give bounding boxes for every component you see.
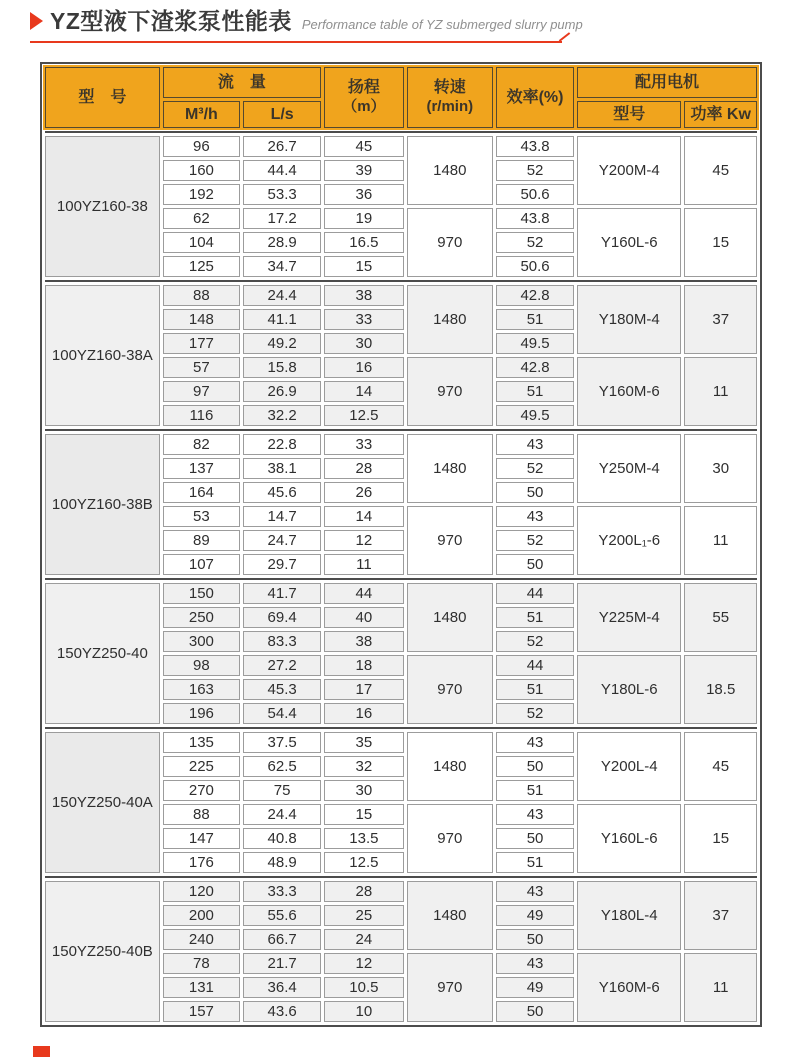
efficiency-cell: 43.8 <box>496 208 574 229</box>
efficiency-cell: 50 <box>496 929 574 950</box>
flow-ls-cell: 62.5 <box>243 756 321 777</box>
flow-ls-cell: 27.2 <box>243 655 321 676</box>
flow-ls-cell: 26.7 <box>243 136 321 157</box>
flow-ls-cell: 45.6 <box>243 482 321 503</box>
head-cell: 16.5 <box>324 232 403 253</box>
col-header-motor: 配用电机 <box>577 67 757 98</box>
pump-model-cell: 100YZ160-38 <box>45 136 160 277</box>
efficiency-cell: 43 <box>496 732 574 753</box>
motor-model-cell: Y160L-6 <box>577 804 681 873</box>
flow-m3h-cell: 147 <box>163 828 240 849</box>
efficiency-cell: 49.5 <box>496 405 574 426</box>
efficiency-cell: 51 <box>496 381 574 402</box>
flow-ls-cell: 22.8 <box>243 434 321 455</box>
red-arrow-icon <box>30 12 43 30</box>
head-cell: 28 <box>324 881 403 902</box>
efficiency-cell: 42.8 <box>496 285 574 306</box>
speed-cell: 970 <box>407 804 493 873</box>
col-header-flow-m3h: M³/h <box>163 101 240 128</box>
efficiency-cell: 50 <box>496 756 574 777</box>
motor-power-cell: 11 <box>684 953 757 1022</box>
efficiency-cell: 50 <box>496 482 574 503</box>
motor-power-cell: 45 <box>684 732 757 801</box>
head-cell: 13.5 <box>324 828 403 849</box>
speed-cell: 970 <box>407 506 493 575</box>
motor-power-cell: 55 <box>684 583 757 652</box>
efficiency-cell: 50 <box>496 1001 574 1022</box>
flow-ls-cell: 44.4 <box>243 160 321 181</box>
col-header-head <box>324 67 403 128</box>
next-section-marker-icon <box>33 1046 50 1057</box>
efficiency-cell: 43 <box>496 881 574 902</box>
flow-ls-cell: 75 <box>243 780 321 801</box>
motor-model-cell: Y160M-6 <box>577 357 681 426</box>
motor-model-cell: Y180L-4 <box>577 881 681 950</box>
motor-power-cell: 45 <box>684 136 757 205</box>
head-cell: 38 <box>324 285 403 306</box>
efficiency-cell: 52 <box>496 160 574 181</box>
flow-ls-cell: 37.5 <box>243 732 321 753</box>
pump-model-cell: 100YZ160-38B <box>45 434 160 575</box>
group-separator-line <box>45 876 757 878</box>
pump-model-cell: 150YZ250-40 <box>45 583 160 724</box>
pump-model-cell: 100YZ160-38A <box>45 285 160 426</box>
flow-ls-cell: 53.3 <box>243 184 321 205</box>
table-row <box>45 583 757 604</box>
flow-ls-cell: 26.9 <box>243 381 321 402</box>
group-separator <box>45 280 757 282</box>
flow-ls-cell: 14.7 <box>243 506 321 527</box>
flow-ls-cell: 32.2 <box>243 405 321 426</box>
performance-table-wrap <box>40 62 762 1027</box>
flow-m3h-cell: 82 <box>163 434 240 455</box>
efficiency-cell: 42.8 <box>496 357 574 378</box>
efficiency-cell: 43 <box>496 506 574 527</box>
motor-power-cell: 15 <box>684 208 757 277</box>
flow-ls-cell: 54.4 <box>243 703 321 724</box>
head-cell: 12 <box>324 953 403 974</box>
efficiency-cell: 49 <box>496 905 574 926</box>
speed-cell: 970 <box>407 208 493 277</box>
head-cell: 15 <box>324 256 403 277</box>
head-cell: 10.5 <box>324 977 403 998</box>
pump-model-cell: 150YZ250-40B <box>45 881 160 1022</box>
speed-cell: 1480 <box>407 285 493 354</box>
flow-ls-cell: 36.4 <box>243 977 321 998</box>
col-header-speed <box>407 67 493 128</box>
flow-ls-cell: 66.7 <box>243 929 321 950</box>
head-cell: 30 <box>324 333 403 354</box>
head-cell: 39 <box>324 160 403 181</box>
motor-model-cell: Y250M-4 <box>577 434 681 503</box>
efficiency-cell: 43 <box>496 804 574 825</box>
col-header-speed-line2: (r/min) <box>426 98 474 116</box>
flow-m3h-cell: 176 <box>163 852 240 873</box>
head-cell: 19 <box>324 208 403 229</box>
head-cell: 33 <box>324 309 403 330</box>
group-separator-line <box>45 578 757 580</box>
efficiency-cell: 51 <box>496 679 574 700</box>
flow-ls-cell: 21.7 <box>243 953 321 974</box>
table-header <box>45 67 757 128</box>
performance-table <box>40 62 762 1027</box>
head-cell: 16 <box>324 357 403 378</box>
head-cell: 15 <box>324 804 403 825</box>
flow-ls-cell: 24.4 <box>243 804 321 825</box>
head-cell: 33 <box>324 434 403 455</box>
speed-cell: 1480 <box>407 583 493 652</box>
flow-ls-cell: 45.3 <box>243 679 321 700</box>
group-separator <box>45 429 757 431</box>
head-cell: 14 <box>324 381 403 402</box>
group-separator-line <box>45 429 757 431</box>
head-cell: 18 <box>324 655 403 676</box>
flow-m3h-cell: 270 <box>163 780 240 801</box>
flow-m3h-cell: 163 <box>163 679 240 700</box>
flow-m3h-cell: 97 <box>163 381 240 402</box>
col-header-motor-power: 功率 Kw <box>684 101 757 128</box>
flow-ls-cell: 15.8 <box>243 357 321 378</box>
flow-m3h-cell: 164 <box>163 482 240 503</box>
table-row <box>45 285 757 306</box>
efficiency-cell: 43 <box>496 434 574 455</box>
flow-m3h-cell: 135 <box>163 732 240 753</box>
col-header-motor-model: 型号 <box>577 101 681 128</box>
table-row <box>45 136 757 157</box>
head-cell: 32 <box>324 756 403 777</box>
head-cell: 45 <box>324 136 403 157</box>
efficiency-cell: 43 <box>496 953 574 974</box>
flow-ls-cell: 41.1 <box>243 309 321 330</box>
group-separator <box>45 578 757 580</box>
speed-cell: 970 <box>407 953 493 1022</box>
col-header-flow: 流 量 <box>163 67 321 98</box>
efficiency-cell: 52 <box>496 232 574 253</box>
table-row <box>45 732 757 753</box>
flow-ls-cell: 29.7 <box>243 554 321 575</box>
head-cell: 12.5 <box>324 852 403 873</box>
flow-m3h-cell: 107 <box>163 554 240 575</box>
flow-m3h-cell: 137 <box>163 458 240 479</box>
speed-cell: 1480 <box>407 881 493 950</box>
efficiency-cell: 52 <box>496 631 574 652</box>
group-separator-line <box>45 280 757 282</box>
flow-m3h-cell: 225 <box>163 756 240 777</box>
flow-m3h-cell: 116 <box>163 405 240 426</box>
motor-power-cell: 15 <box>684 804 757 873</box>
flow-m3h-cell: 250 <box>163 607 240 628</box>
flow-m3h-cell: 120 <box>163 881 240 902</box>
group-separator <box>45 876 757 878</box>
table-row <box>45 434 757 455</box>
efficiency-cell: 51 <box>496 852 574 873</box>
flow-ls-cell: 24.4 <box>243 285 321 306</box>
flow-ls-cell: 28.9 <box>243 232 321 253</box>
flow-m3h-cell: 177 <box>163 333 240 354</box>
motor-model-cell: Y200M-4 <box>577 136 681 205</box>
efficiency-cell: 52 <box>496 703 574 724</box>
group-separator <box>45 727 757 729</box>
speed-cell: 1480 <box>407 732 493 801</box>
col-header-flow-ls: L/s <box>243 101 321 128</box>
flow-m3h-cell: 88 <box>163 804 240 825</box>
flow-m3h-cell: 196 <box>163 703 240 724</box>
flow-ls-cell: 69.4 <box>243 607 321 628</box>
efficiency-cell: 50.6 <box>496 184 574 205</box>
flow-m3h-cell: 160 <box>163 160 240 181</box>
page-title: YZ型液下渣浆泵性能表 <box>50 8 292 34</box>
head-cell: 25 <box>324 905 403 926</box>
flow-m3h-cell: 57 <box>163 357 240 378</box>
motor-model-cell: Y160M-6 <box>577 953 681 1022</box>
flow-ls-cell: 33.3 <box>243 881 321 902</box>
flow-m3h-cell: 150 <box>163 583 240 604</box>
title-underline <box>30 41 562 43</box>
col-header-head-line1: 扬程 <box>347 79 380 97</box>
group-separator-line <box>45 131 757 133</box>
head-cell: 28 <box>324 458 403 479</box>
flow-ls-cell: 34.7 <box>243 256 321 277</box>
motor-model-cell: Y225M-4 <box>577 583 681 652</box>
head-cell: 11 <box>324 554 403 575</box>
efficiency-cell: 52 <box>496 530 574 551</box>
speed-cell: 1480 <box>407 434 493 503</box>
efficiency-cell: 51 <box>496 309 574 330</box>
speed-cell: 970 <box>407 357 493 426</box>
flow-m3h-cell: 125 <box>163 256 240 277</box>
motor-model-cell: Y200L₁-6 <box>577 506 681 575</box>
flow-m3h-cell: 53 <box>163 506 240 527</box>
efficiency-cell: 50 <box>496 828 574 849</box>
head-cell: 17 <box>324 679 403 700</box>
head-cell: 30 <box>324 780 403 801</box>
head-cell: 12.5 <box>324 405 403 426</box>
efficiency-cell: 49.5 <box>496 333 574 354</box>
efficiency-cell: 51 <box>496 607 574 628</box>
flow-ls-cell: 55.6 <box>243 905 321 926</box>
motor-power-cell: 18.5 <box>684 655 757 724</box>
col-header-efficiency: 效率(%) <box>496 67 574 128</box>
col-header-head-line2: （m） <box>342 98 386 116</box>
flow-ls-cell: 49.2 <box>243 333 321 354</box>
page-subtitle: Performance table of YZ submerged slurry pump <box>301 16 583 32</box>
col-header-speed-line1: 转速 <box>433 79 466 97</box>
head-cell: 24 <box>324 929 403 950</box>
motor-model-cell: Y200L-4 <box>577 732 681 801</box>
flow-ls-cell: 41.7 <box>243 583 321 604</box>
pump-model-cell: 150YZ250-40A <box>45 732 160 873</box>
section-header <box>30 8 770 34</box>
head-cell: 10 <box>324 1001 403 1022</box>
flow-m3h-cell: 131 <box>163 977 240 998</box>
head-cell: 14 <box>324 506 403 527</box>
flow-m3h-cell: 88 <box>163 285 240 306</box>
flow-m3h-cell: 89 <box>163 530 240 551</box>
efficiency-cell: 44 <box>496 655 574 676</box>
head-cell: 40 <box>324 607 403 628</box>
group-separator-line <box>45 727 757 729</box>
flow-m3h-cell: 157 <box>163 1001 240 1022</box>
speed-cell: 970 <box>407 655 493 724</box>
flow-m3h-cell: 96 <box>163 136 240 157</box>
head-cell: 44 <box>324 583 403 604</box>
group-separator <box>45 131 757 133</box>
table-body <box>45 131 757 1022</box>
efficiency-cell: 49 <box>496 977 574 998</box>
flow-ls-cell: 38.1 <box>243 458 321 479</box>
col-header-model: 型 号 <box>45 67 160 128</box>
efficiency-cell: 43.8 <box>496 136 574 157</box>
head-cell: 36 <box>324 184 403 205</box>
efficiency-cell: 44 <box>496 583 574 604</box>
flow-m3h-cell: 192 <box>163 184 240 205</box>
flow-m3h-cell: 240 <box>163 929 240 950</box>
head-cell: 16 <box>324 703 403 724</box>
flow-m3h-cell: 200 <box>163 905 240 926</box>
flow-ls-cell: 24.7 <box>243 530 321 551</box>
speed-cell: 1480 <box>407 136 493 205</box>
motor-power-cell: 30 <box>684 434 757 503</box>
motor-power-cell: 11 <box>684 506 757 575</box>
motor-power-cell: 11 <box>684 357 757 426</box>
flow-m3h-cell: 104 <box>163 232 240 253</box>
head-cell: 12 <box>324 530 403 551</box>
flow-m3h-cell: 98 <box>163 655 240 676</box>
table-row <box>45 881 757 902</box>
efficiency-cell: 50 <box>496 554 574 575</box>
flow-ls-cell: 17.2 <box>243 208 321 229</box>
motor-power-cell: 37 <box>684 285 757 354</box>
motor-model-cell: Y160L-6 <box>577 208 681 277</box>
efficiency-cell: 51 <box>496 780 574 801</box>
head-cell: 35 <box>324 732 403 753</box>
flow-ls-cell: 43.6 <box>243 1001 321 1022</box>
flow-ls-cell: 48.9 <box>243 852 321 873</box>
flow-m3h-cell: 148 <box>163 309 240 330</box>
efficiency-cell: 50.6 <box>496 256 574 277</box>
flow-m3h-cell: 78 <box>163 953 240 974</box>
flow-m3h-cell: 300 <box>163 631 240 652</box>
head-cell: 38 <box>324 631 403 652</box>
flow-m3h-cell: 62 <box>163 208 240 229</box>
motor-model-cell: Y180L-6 <box>577 655 681 724</box>
motor-power-cell: 37 <box>684 881 757 950</box>
efficiency-cell: 52 <box>496 458 574 479</box>
flow-ls-cell: 40.8 <box>243 828 321 849</box>
motor-model-cell: Y180M-4 <box>577 285 681 354</box>
head-cell: 26 <box>324 482 403 503</box>
flow-ls-cell: 83.3 <box>243 631 321 652</box>
